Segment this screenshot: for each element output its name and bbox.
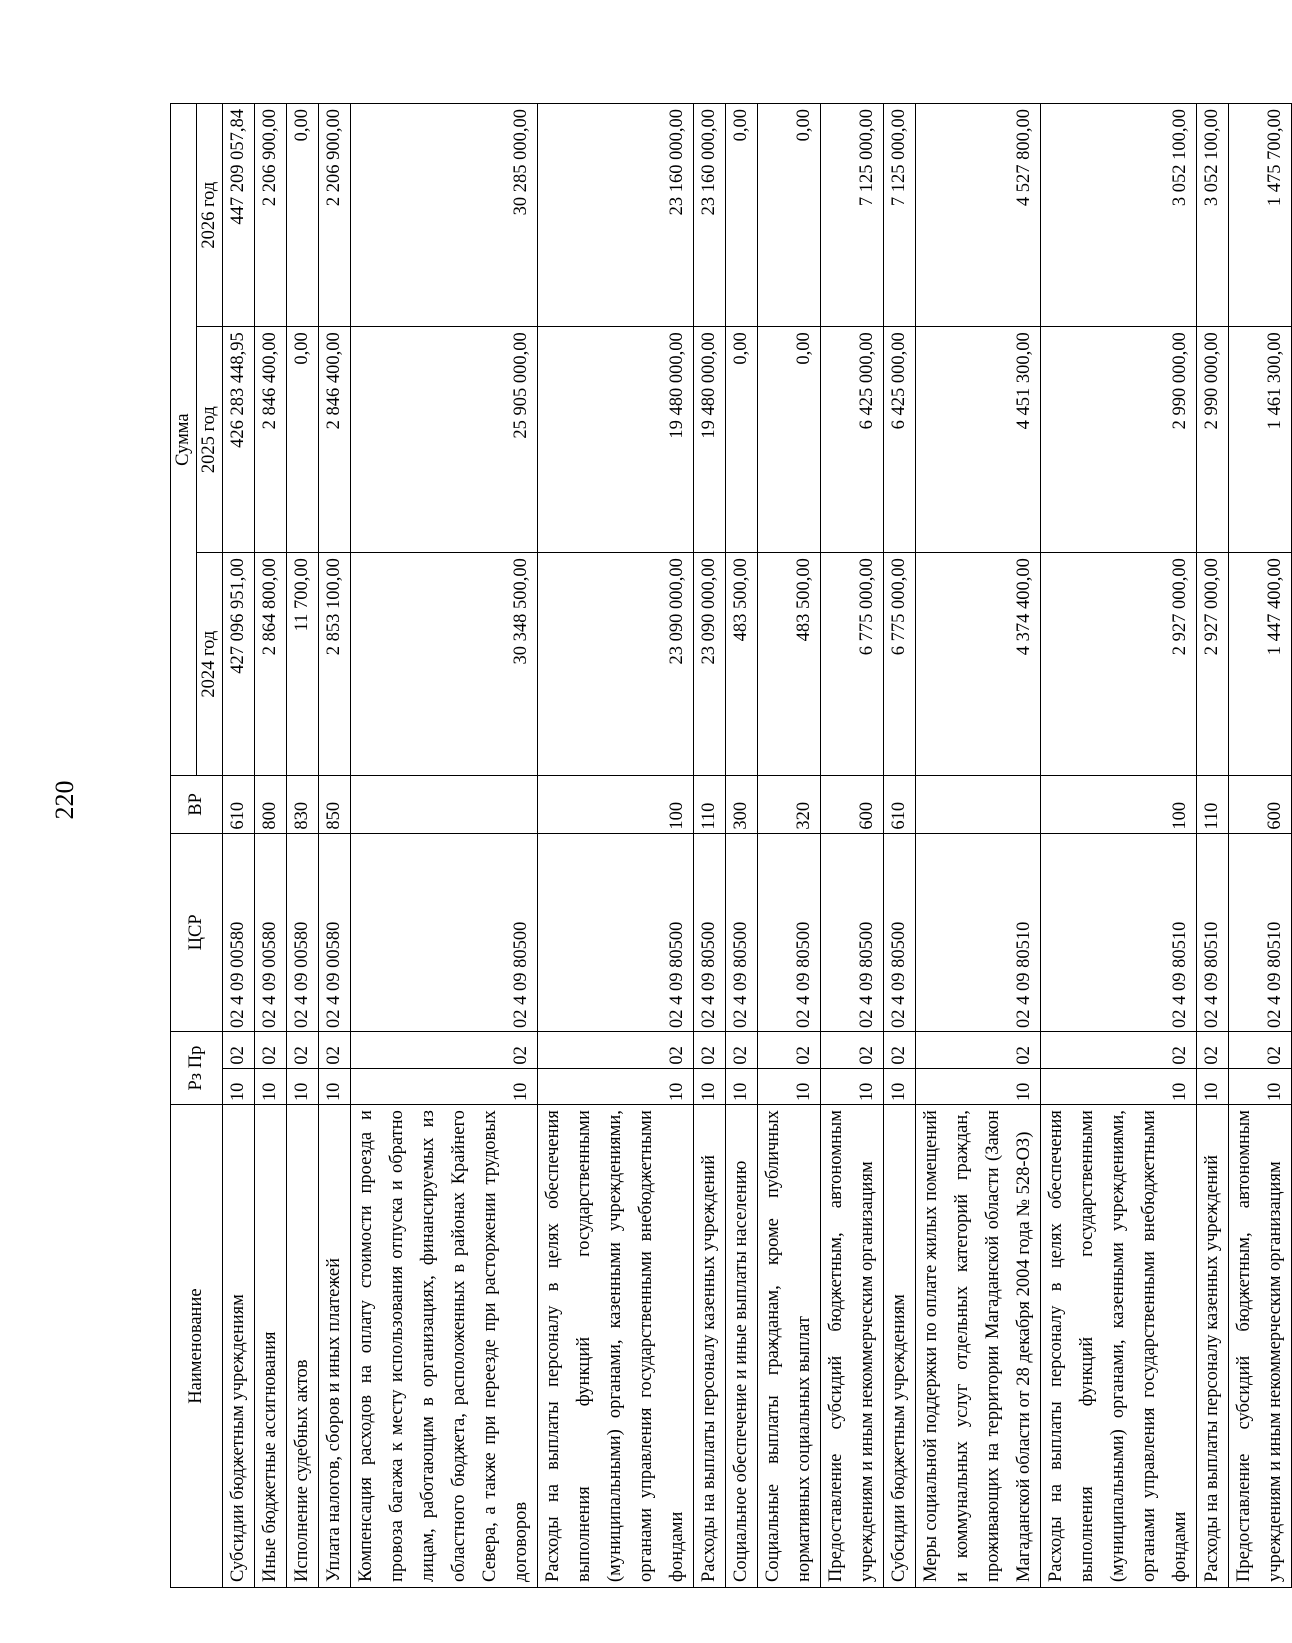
row-sum-2025: 4 451 300,00 bbox=[916, 327, 1041, 553]
row-name: Компенсация расходов на оплату стоимости проезда и провоза багажа к месту использования отпуска и обратно лицам, работающим в организациях, финансируемых из областного бюджета, расположенных в районах Крайнего Севера, а также при переезде при расторжении трудовых договоров bbox=[351, 1105, 538, 1588]
row-sum-2026: 2 206 900,00 bbox=[255, 104, 287, 327]
row-sum-2024: 483 500,00 bbox=[726, 553, 758, 776]
row-rz: 10 bbox=[538, 1068, 694, 1105]
row-pr: 02 bbox=[916, 1032, 1041, 1069]
row-rz: 10 bbox=[694, 1068, 726, 1105]
table-row bbox=[694, 104, 726, 1588]
table-row bbox=[1197, 104, 1229, 1588]
row-sum-2024: 23 090 000,00 bbox=[538, 553, 694, 776]
row-vr: 850 bbox=[319, 776, 351, 833]
row-csr: 02 4 09 00580 bbox=[319, 833, 351, 1031]
row-name: Исполнение судебных актов bbox=[287, 1105, 319, 1588]
row-sum-2026: 0,00 bbox=[287, 104, 319, 327]
row-vr: 600 bbox=[1229, 776, 1292, 833]
row-vr: 320 bbox=[758, 776, 821, 833]
table-row bbox=[223, 104, 255, 1588]
row-csr: 02 4 09 80510 bbox=[1229, 833, 1292, 1031]
table-row bbox=[916, 104, 1041, 1588]
row-sum-2025: 2 846 400,00 bbox=[255, 327, 287, 553]
row-csr: 02 4 09 80500 bbox=[694, 833, 726, 1031]
row-sum-2026: 7 125 000,00 bbox=[884, 104, 916, 327]
row-rz: 10 bbox=[1041, 1068, 1197, 1105]
row-rz: 10 bbox=[1229, 1068, 1292, 1105]
row-pr: 02 bbox=[694, 1032, 726, 1069]
row-sum-2025: 19 480 000,00 bbox=[538, 327, 694, 553]
row-sum-2026: 447 209 057,84 bbox=[223, 104, 255, 327]
row-sum-2026: 23 160 000,00 bbox=[538, 104, 694, 327]
row-rz: 10 bbox=[821, 1068, 884, 1105]
row-vr: 110 bbox=[1197, 776, 1229, 833]
header-vr: ВР bbox=[171, 776, 223, 833]
row-sum-2025: 25 905 000,00 bbox=[351, 327, 538, 553]
row-sum-2024: 11 700,00 bbox=[287, 553, 319, 776]
row-pr: 02 bbox=[351, 1032, 538, 1069]
header-csr: ЦСР bbox=[171, 833, 223, 1031]
row-sum-2025: 6 425 000,00 bbox=[821, 327, 884, 553]
row-csr: 02 4 09 00580 bbox=[255, 833, 287, 1031]
row-sum-2024: 2 927 000,00 bbox=[1197, 553, 1229, 776]
row-rz: 10 bbox=[758, 1068, 821, 1105]
row-name: Расходы на выплаты персоналу казенных учреждений bbox=[1197, 1105, 1229, 1588]
table-row bbox=[1041, 104, 1197, 1588]
row-rz: 10 bbox=[884, 1068, 916, 1105]
row-pr: 02 bbox=[255, 1032, 287, 1069]
row-pr: 02 bbox=[287, 1032, 319, 1069]
row-pr: 02 bbox=[319, 1032, 351, 1069]
row-sum-2025: 0,00 bbox=[287, 327, 319, 553]
row-sum-2024: 4 374 400,00 bbox=[916, 553, 1041, 776]
row-vr: 830 bbox=[287, 776, 319, 833]
budget-table bbox=[170, 103, 1292, 1588]
table-row bbox=[319, 104, 351, 1588]
table-row bbox=[351, 104, 538, 1588]
row-vr: 300 bbox=[726, 776, 758, 833]
table-row bbox=[1229, 104, 1292, 1588]
header-2025: 2025 год bbox=[197, 327, 223, 553]
table-row bbox=[255, 104, 287, 1588]
row-csr: 02 4 09 80510 bbox=[1197, 833, 1229, 1031]
row-rz: 10 bbox=[287, 1068, 319, 1105]
row-sum-2026: 3 052 100,00 bbox=[1197, 104, 1229, 327]
row-sum-2026: 4 527 800,00 bbox=[916, 104, 1041, 327]
row-vr: 600 bbox=[821, 776, 884, 833]
row-sum-2026: 3 052 100,00 bbox=[1041, 104, 1197, 327]
table-body bbox=[223, 104, 1292, 1588]
row-sum-2026: 0,00 bbox=[726, 104, 758, 327]
row-name: Расходы на выплаты персоналу в целях обеспечения выполнения функций государственными (муниципальными) органами, казенными учреждениями, органами управления государственными внебюджетными фондами bbox=[1041, 1105, 1197, 1588]
row-sum-2024: 6 775 000,00 bbox=[821, 553, 884, 776]
row-sum-2024: 2 864 800,00 bbox=[255, 553, 287, 776]
row-sum-2025: 6 425 000,00 bbox=[884, 327, 916, 553]
row-sum-2025: 0,00 bbox=[726, 327, 758, 553]
row-rz: 10 bbox=[351, 1068, 538, 1105]
row-sum-2025: 426 283 448,95 bbox=[223, 327, 255, 553]
row-csr: 02 4 09 80510 bbox=[1041, 833, 1197, 1031]
row-pr: 02 bbox=[1041, 1032, 1197, 1069]
header-2026: 2026 год bbox=[197, 104, 223, 327]
row-pr: 02 bbox=[726, 1032, 758, 1069]
row-pr: 02 bbox=[758, 1032, 821, 1069]
row-csr: 02 4 09 80500 bbox=[538, 833, 694, 1031]
row-vr: 100 bbox=[1041, 776, 1197, 833]
row-csr: 02 4 09 80500 bbox=[351, 833, 538, 1031]
row-vr: 800 bbox=[255, 776, 287, 833]
row-sum-2024: 427 096 951,00 bbox=[223, 553, 255, 776]
row-sum-2024: 30 348 500,00 bbox=[351, 553, 538, 776]
table-row bbox=[726, 104, 758, 1588]
row-sum-2026: 30 285 000,00 bbox=[351, 104, 538, 327]
row-name: Расходы на выплаты персоналу казенных учреждений bbox=[694, 1105, 726, 1588]
row-sum-2025: 0,00 bbox=[758, 327, 821, 553]
row-vr bbox=[916, 776, 1041, 833]
row-pr: 02 bbox=[1197, 1032, 1229, 1069]
row-sum-2025: 1 461 300,00 bbox=[1229, 327, 1292, 553]
row-sum-2024: 483 500,00 bbox=[758, 553, 821, 776]
row-vr: 100 bbox=[538, 776, 694, 833]
row-sum-2025: 2 990 000,00 bbox=[1197, 327, 1229, 553]
table-row bbox=[884, 104, 916, 1588]
row-vr: 610 bbox=[223, 776, 255, 833]
row-name: Иные бюджетные ассигнования bbox=[255, 1105, 287, 1588]
row-pr: 02 bbox=[223, 1032, 255, 1069]
row-name: Уплата налогов, сборов и иных платежей bbox=[319, 1105, 351, 1588]
row-sum-2026: 0,00 bbox=[758, 104, 821, 327]
row-name: Социальные выплаты гражданам, кроме публичных нормативных социальных выплат bbox=[758, 1105, 821, 1588]
row-rz: 10 bbox=[726, 1068, 758, 1105]
row-sum-2026: 7 125 000,00 bbox=[821, 104, 884, 327]
row-csr: 02 4 09 80500 bbox=[821, 833, 884, 1031]
row-sum-2025: 2 846 400,00 bbox=[319, 327, 351, 553]
header-sum: Сумма bbox=[171, 104, 197, 776]
budget-table-sheet bbox=[170, 103, 1285, 1588]
row-name: Предоставление субсидий бюджетным, автономным учреждениям и иным некоммерческим организациям bbox=[1229, 1105, 1292, 1588]
row-name: Субсидии бюджетным учреждениям bbox=[223, 1105, 255, 1588]
row-csr: 02 4 09 80500 bbox=[758, 833, 821, 1031]
row-sum-2024: 2 927 000,00 bbox=[1041, 553, 1197, 776]
row-sum-2025: 19 480 000,00 bbox=[694, 327, 726, 553]
row-pr: 02 bbox=[821, 1032, 884, 1069]
row-pr: 02 bbox=[884, 1032, 916, 1069]
row-name: Расходы на выплаты персоналу в целях обеспечения выполнения функций государственными (муниципальными) органами, казенными учреждениями, органами управления государственными внебюджетными фондами bbox=[538, 1105, 694, 1588]
row-name: Предоставление субсидий бюджетным, автономным учреждениям и иным некоммерческим организациям bbox=[821, 1105, 884, 1588]
table-row bbox=[287, 104, 319, 1588]
table-row bbox=[758, 104, 821, 1588]
row-vr: 110 bbox=[694, 776, 726, 833]
row-csr: 02 4 09 80510 bbox=[916, 833, 1041, 1031]
row-name: Социальное обеспечение и иные выплаты населению bbox=[726, 1105, 758, 1588]
row-sum-2026: 2 206 900,00 bbox=[319, 104, 351, 327]
row-name: Меры социальной поддержки по оплате жилых помещений и коммунальных услуг отдельных категорий граждан, проживающих на территории Магаданской области (Закон Магаданской области от 28 декабря 2004 года № 528-ОЗ) bbox=[916, 1105, 1041, 1588]
row-sum-2024: 23 090 000,00 bbox=[694, 553, 726, 776]
row-rz: 10 bbox=[1197, 1068, 1229, 1105]
row-rz: 10 bbox=[916, 1068, 1041, 1105]
header-rz-pr: Рз Пр bbox=[171, 1032, 223, 1105]
row-csr: 02 4 09 00580 bbox=[287, 833, 319, 1031]
row-vr bbox=[351, 776, 538, 833]
row-sum-2026: 23 160 000,00 bbox=[694, 104, 726, 327]
row-pr: 02 bbox=[538, 1032, 694, 1069]
row-sum-2024: 2 853 100,00 bbox=[319, 553, 351, 776]
header-2024: 2024 год bbox=[197, 553, 223, 776]
row-sum-2026: 1 475 700,00 bbox=[1229, 104, 1292, 327]
table-row bbox=[821, 104, 884, 1588]
row-name: Субсидии бюджетным учреждениям bbox=[884, 1105, 916, 1588]
row-csr: 02 4 09 80500 bbox=[726, 833, 758, 1031]
row-csr: 02 4 09 80500 bbox=[884, 833, 916, 1031]
row-rz: 10 bbox=[255, 1068, 287, 1105]
page-number: 220 bbox=[50, 780, 79, 820]
row-csr: 02 4 09 00580 bbox=[223, 833, 255, 1031]
row-rz: 10 bbox=[223, 1068, 255, 1105]
row-pr: 02 bbox=[1229, 1032, 1292, 1069]
row-sum-2025: 2 990 000,00 bbox=[1041, 327, 1197, 553]
row-rz: 10 bbox=[319, 1068, 351, 1105]
row-vr: 610 bbox=[884, 776, 916, 833]
row-sum-2024: 1 447 400,00 bbox=[1229, 553, 1292, 776]
row-sum-2024: 6 775 000,00 bbox=[884, 553, 916, 776]
header-name: Наименование bbox=[171, 1105, 223, 1588]
table-row bbox=[538, 104, 694, 1588]
